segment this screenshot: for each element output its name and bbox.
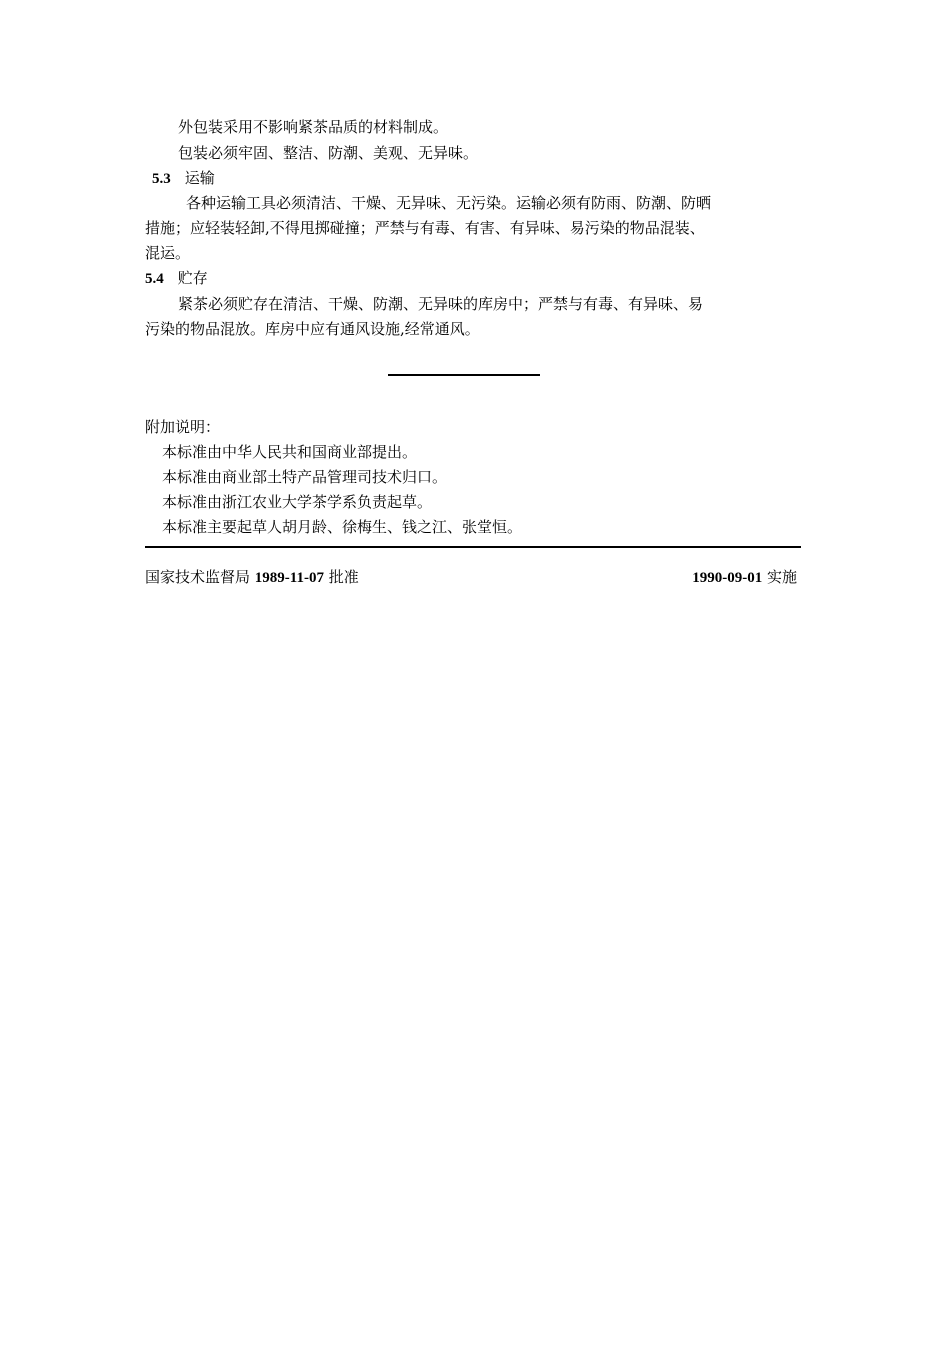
notes-item: 本标准主要起草人胡月龄、徐梅生、钱之江、张堂恒。 xyxy=(162,518,523,536)
transport-line-3: 混运。 xyxy=(145,244,191,262)
effective-label: 实施 xyxy=(766,568,797,586)
effective-date: 1990-09-01 xyxy=(692,570,763,586)
packaging-line-1: 外包装采用不影响紧茶品质的材料制成。 xyxy=(178,118,449,136)
transport-line-2: 措施；应轻装轻卸,不得甩掷碰撞；严禁与有毒、有害、有异味、易污染的物品混装、 xyxy=(145,219,705,237)
issuer: 国家技术监督局 xyxy=(145,568,251,586)
section-title: 运输 xyxy=(184,169,215,187)
approve-date: 1989-11-07 xyxy=(254,570,324,586)
notes-item: 本标准由浙江农业大学茶学系负责起草。 xyxy=(162,493,433,511)
notes-heading: 附加说明： xyxy=(145,418,221,436)
notes-item: 本标准由中华人民共和国商业部提出。 xyxy=(162,443,418,461)
section-title: 贮存 xyxy=(177,269,208,287)
notes-item: 本标准由商业部土特产品管理司技术归口。 xyxy=(162,468,448,486)
footer-rule xyxy=(145,546,801,548)
approve-label: 批准 xyxy=(328,568,359,586)
footer-approval xyxy=(145,567,359,588)
section-number: 5.3 xyxy=(152,171,171,187)
storage-line-1: 紧茶必须贮存在清洁、干燥、防潮、无异味的库房中；严禁与有毒、有异味、易 xyxy=(178,295,704,313)
footer-effective xyxy=(692,567,797,588)
section-5-4-heading xyxy=(145,268,208,289)
packaging-line-2: 包装必须牢固、整洁、防潮、美观、无异味。 xyxy=(178,144,479,162)
transport-line-1: 各种运输工具必须清洁、干燥、无异味、无污染。运输必须有防雨、防潮、防晒 xyxy=(186,194,712,212)
storage-line-2: 污染的物品混放。库房中应有通风设施,经常通风。 xyxy=(145,320,480,338)
section-5-3-heading xyxy=(152,168,215,189)
end-rule xyxy=(388,374,540,376)
section-number: 5.4 xyxy=(145,271,164,287)
